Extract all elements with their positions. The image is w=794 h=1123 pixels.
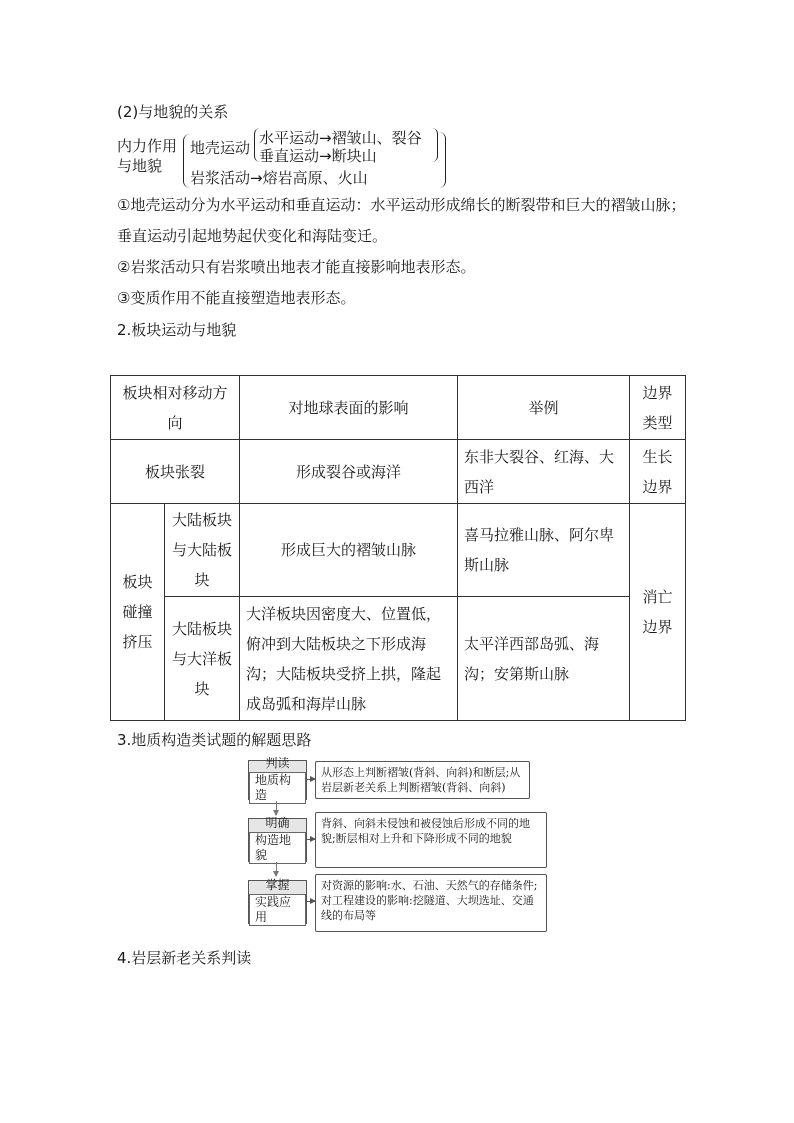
flow-arrow-down-1 [276, 801, 277, 815]
co-effect: 大洋板块因密度大、位置低，俯冲到大陆板块之下形成海沟；大陆板块受挤上拱，隆起成岛弧和海岸山脉 [240, 597, 458, 721]
co-example: 太平洋西部岛弧、海沟；安第斯山脉 [458, 597, 630, 721]
flow-step-clarify [248, 818, 307, 862]
flow-step-apply-bottom: 实践应用 [249, 894, 306, 926]
header-effect: 对地球表面的影响 [240, 376, 458, 440]
flow-step-apply [248, 880, 307, 924]
section-heading-plates: 2.板块运动与地貌 [117, 321, 237, 339]
note-metamorphism: ③变质作用不能直接塑造地表形态。 [117, 289, 356, 307]
flow-desc-apply: 对资源的影响:水、石油、天然气的存储条件;对工程建设的影响:挖隧道、大坝选址、交通线的布局等 [315, 874, 547, 932]
crust-movement-label: 地壳运动 [190, 139, 251, 157]
flow-arrow-down-2 [276, 862, 277, 876]
collision-boundary: 消亡边界 [630, 504, 686, 721]
vertical-movement-text: 垂直运动→断块山 [259, 147, 377, 165]
magma-activity-text: 岩浆活动→熔岩高原、火山 [190, 169, 368, 187]
section-heading-flow: 3.地质构造类试题的解题思路 [117, 731, 312, 749]
flow-step-judge [248, 756, 307, 802]
rift-example: 东非大裂谷、红海、大西洋 [458, 440, 630, 504]
flow-arrow-right-3 [306, 901, 315, 902]
cc-type: 大陆板块与大陆板块 [165, 504, 240, 597]
flow-step-apply-top: 掌握 [265, 878, 290, 892]
inner-right-brace [432, 128, 438, 162]
collision-label: 板块碰撞挤压 [111, 504, 165, 721]
flow-arrow-right-2 [306, 839, 315, 840]
flow-arrow-right-1 [306, 779, 315, 780]
outer-right-brace [439, 132, 446, 188]
flow-desc-judge: 从形态上判断褶皱(背斜、向斜)和断层;从岩层新老关系上判断褶皱(背斜、向斜) [315, 761, 530, 799]
note-magma: ②岩浆活动只有岩浆喷出地表才能直接影响地表形态。 [117, 258, 476, 276]
table-row-continental-oceanic [111, 597, 686, 721]
cc-effect: 形成巨大的褶皱山脉 [240, 504, 458, 597]
table-header-row [111, 376, 686, 440]
header-direction: 板块相对移动方向 [111, 376, 240, 440]
force-label-line1: 内力作用 [117, 137, 178, 155]
flow-step-judge-top: 判读 [265, 756, 290, 770]
horizontal-movement-text: 水平运动→褶皱山、裂谷 [259, 129, 422, 147]
section-heading-strata-age: 4.岩层新老关系判读 [117, 949, 252, 967]
flow-step-clarify-top: 明确 [265, 816, 290, 830]
table-row-continental-continental [111, 504, 686, 597]
flow-desc-clarify: 背斜、向斜未侵蚀和被侵蚀后形成不同的地貌;断层相对上升和下降形成不同的地貌 [315, 812, 547, 868]
rift-boundary: 生长边界 [630, 440, 686, 504]
rift-effect: 形成裂谷或海洋 [240, 440, 458, 504]
outer-left-brace [183, 134, 190, 188]
note-crust-movement: ①地壳运动分为水平运动和垂直运动：水平运动形成绵长的断裂带和巨大的褶皱山脉；垂直运动引起地势起伏变化和海陆变迁。 [117, 196, 686, 245]
cc-example: 喜马拉雅山脉、阿尔卑斯山脉 [458, 504, 630, 597]
rift-direction: 板块张裂 [111, 440, 240, 504]
header-example: 举例 [458, 376, 630, 440]
section-heading-landform-relation: (2)与地貌的关系 [117, 103, 229, 121]
force-label-line2: 与地貌 [117, 157, 163, 175]
flow-step-judge-bottom: 地质构造 [249, 772, 306, 804]
co-type: 大陆板块与大洋板块 [165, 597, 240, 721]
plate-motion-table [110, 375, 686, 721]
table-row-rift [111, 440, 686, 504]
header-boundary: 边界类型 [630, 376, 686, 440]
flow-step-clarify-bottom: 构造地貌 [249, 832, 306, 864]
